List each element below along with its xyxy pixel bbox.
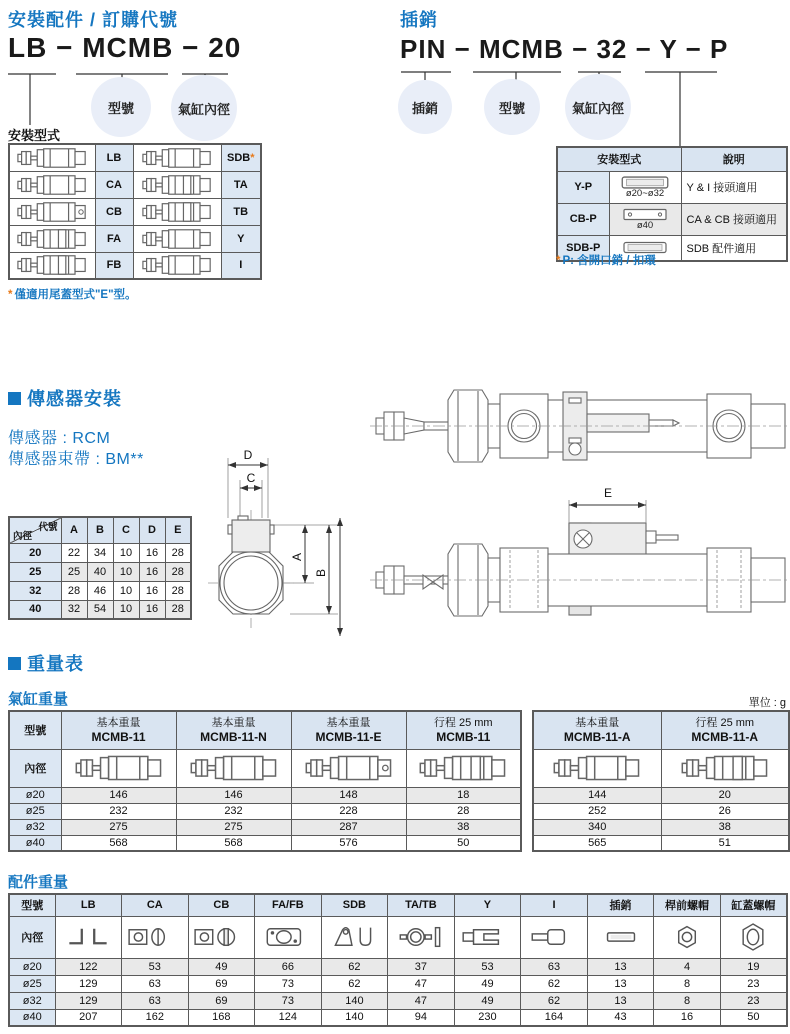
acc-col-sdb: SDB [321,894,388,916]
bore-label: ø25 [9,975,55,992]
sensor-dim-corner: 代號 內徑 [9,517,61,543]
acc-col-fafb: FA/FB [255,894,322,916]
pin-table-note: * P: 含開口銷 / 扣環 [556,255,656,267]
bore-label: ø20 [9,787,61,803]
bore-label: ø40 [9,1009,55,1026]
sensor-band-line: 傳感器束帶 : BM** [8,451,144,468]
bore-label: ø40 [9,835,61,851]
weight-section-title: 重量表 [8,650,84,676]
mount-image-lb [9,144,95,171]
cylinder-image-stroke-a [661,749,789,787]
model-header: 型號 [9,711,61,749]
bore-label: ø20 [9,958,55,975]
pin-row-code: SDB-P [557,235,609,261]
pin-table [556,146,788,262]
bore-label: ø32 [9,819,61,835]
pin-section-title: 插銷 [400,10,438,30]
sensor-col-e: E [165,517,191,543]
bore-header: 內徑 [9,749,61,787]
cylinder-image-mcmb11 [61,749,176,787]
cylinder-weight-title: 氣缸重量 [8,691,69,708]
sensor-row-bore: 32 [9,581,61,600]
mount-label-sdb: SDB* [221,144,261,171]
acc-col-y: Y [454,894,521,916]
weight-col-header: 基本重量 MCMB-11-E [291,711,406,749]
sensor-col-c: C [113,517,139,543]
pin-table-header-desc: 說明 [681,147,787,171]
order-callout-model: 型號 [91,77,151,137]
pin-image-yp: ø20~ø32 [609,171,681,203]
model-header: 型號 [9,894,55,916]
cylinder-drawings [336,378,788,644]
sensor-row-bore: 40 [9,600,61,619]
acc-col-tatb: TA/TB [388,894,455,916]
accessory-icon-tatb [388,916,455,958]
acc-col-lb: LB [55,894,122,916]
acc-col-pin: 插銷 [587,894,654,916]
accessory-icon-y [454,916,521,958]
sensor-col-a: A [61,517,87,543]
cylinder-image-mcmb11n [176,749,291,787]
dim-label-d: D [243,448,253,462]
accessory-weight-title: 配件重量 [8,874,69,891]
sensor-col-d: D [139,517,165,543]
sensor-clamp-drawing [192,428,338,640]
mount-label-ca: CA [95,171,133,198]
pin-image-cbp: ø40 [609,203,681,235]
mount-label-i: I [221,252,261,279]
accessory-icon-fafb [255,916,322,958]
order-code: LB − MCMB − 20 [8,32,242,63]
weight-col-header: 行程 25 mm MCMB-11-A [661,711,789,749]
weight-col-header: 行程 25 mm MCMB-11 [406,711,521,749]
bore-label: ø25 [9,803,61,819]
pin-code: PIN − MCMB − 32 − Y − P [400,34,729,64]
bore-label: ø32 [9,992,55,1009]
accessory-icon-capnut [720,916,787,958]
unit-label: 單位 : g [748,697,786,709]
dim-label-e: E [603,486,613,500]
sensor-row-bore: 20 [9,543,61,562]
accessory-icon-i [521,916,588,958]
cylinder-weight-table: 型號 基本重量 MCMB-11 基本重量 MCMB-11-N 基本重量 MCMB-11-E 行程 25 mm MCMB-11 內徑 ø20 146 146 148 18 ø25 232 232 228 28 ø32 275 275 287 38 ø40 568 568 576 50 [8,710,522,852]
acc-col-i: I [521,894,588,916]
mount-label-cb: CB [95,198,133,225]
pin-row-desc: CA & CB 接頭適用 [681,203,787,235]
sensor-section-title: 傳感器安裝 [8,385,122,411]
mount-image-cb [9,198,95,225]
mount-label-fa: FA [95,225,133,252]
weight-col-header: 基本重量 MCMB-11-A [533,711,661,749]
pin-callout-bore: 氣缸內徑 [565,74,631,140]
acc-col-capnut: 缸蓋螺帽 [720,894,787,916]
mount-image-y [133,225,221,252]
mount-label-ta: TA [221,171,261,198]
pin-row-code: CB-P [557,203,609,235]
mount-image-i [133,252,221,279]
mount-label-tb: TB [221,198,261,225]
accessory-icon-pin [587,916,654,958]
mount-image-fb [9,252,95,279]
sensor-dim-table: 代號 內徑 A B C D E 20 22 34 10 16 28 25 25 40 10 16 28 32 28 46 10 16 28 40 32 54 10 16 28 [8,516,192,620]
accessory-icon-sdb [321,916,388,958]
pin-row-desc: Y & I 接頭適用 [681,171,787,203]
mount-image-ca [9,171,95,198]
mount-label-y: Y [221,225,261,252]
acc-col-cb: CB [188,894,255,916]
accessory-icon-ca [122,916,189,958]
accessory-icon-cb [188,916,255,958]
section-square-icon [8,657,21,670]
accessory-icon-lb [55,916,122,958]
pin-table-header-type: 安裝型式 [557,147,681,171]
mount-type-table [8,143,262,280]
cylinder-image-mcmb11e [291,749,406,787]
weight-col-header: 基本重量 MCMB-11-N [176,711,291,749]
mount-label-fb: FB [95,252,133,279]
section-square-icon [8,392,21,405]
pin-callout-model: 型號 [484,79,540,135]
mount-image-fa [9,225,95,252]
mount-image-tb [133,198,221,225]
accessory-icon-rodnut [654,916,721,958]
cylinder-image-stroke [406,749,521,787]
sensor-model-line: 傳感器 : RCM [8,430,111,447]
mount-table-note: * 僅適用尾蓋型式"E"型。 [8,289,137,301]
sensor-col-b: B [87,517,113,543]
mount-label-lb: LB [95,144,133,171]
weight-col-header: 基本重量 MCMB-11 [61,711,176,749]
cylinder-image-mcmb11a [533,749,661,787]
mount-image-ta [133,171,221,198]
mount-image-sdb [133,144,221,171]
accessory-weight-table: 型號 LB CA CB FA/FB SDB TA/TB Y I 插銷 桿前螺帽 缸蓋螺帽 內徑 ø20 122 53 49 66 62 37 53 63 13 4 19 ø25 129 63 69 73 62 47 49 62 13 8 23 ø32 129 63 69 73 140 47 49 62 13 8 23 ø40 207 162 168 124 140 94 230 164 43 16 50 [8,893,788,1027]
order-callout-mount: 安裝型式 [8,128,61,143]
acc-col-ca: CA [122,894,189,916]
order-section-title: 安裝配件 / 訂購代號 [8,10,179,30]
acc-col-rodnut: 桿前螺帽 [654,894,721,916]
bore-header: 內徑 [9,916,55,958]
cylinder-weight-table-a: 基本重量 MCMB-11-A 行程 25 mm MCMB-11-A 144 20 252 26 340 38 565 51 [532,710,790,852]
pin-callout-pin: 插銷 [398,80,452,134]
dim-label-c: C [246,471,256,485]
order-callout-bore: 氣缸內徑 [171,75,237,141]
sensor-row-bore: 25 [9,562,61,581]
pin-row-code: Y-P [557,171,609,203]
pin-row-desc: SDB 配件適用 [681,235,787,261]
dim-label-b: B [314,568,328,578]
dim-label-a: A [290,552,304,562]
